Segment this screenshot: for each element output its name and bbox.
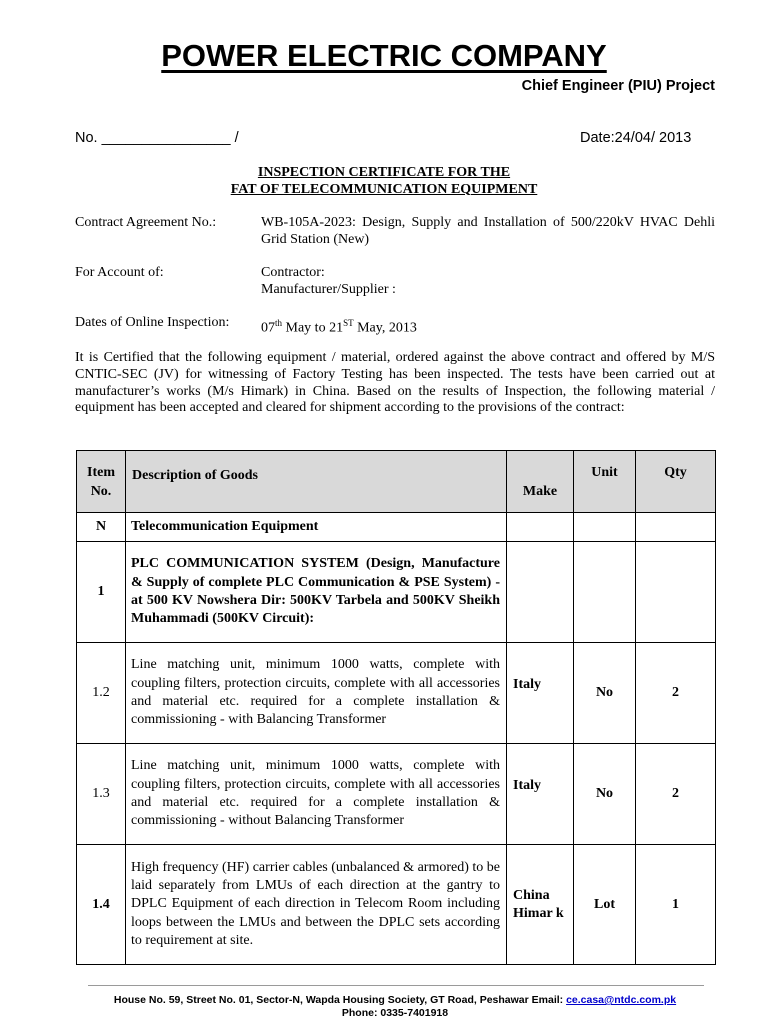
header-unit: Unit	[574, 451, 636, 513]
contract-value: WB-105A-2023: Design, Supply and Installation of 500/220kV HVAC Dehli Grid Station (New)	[261, 215, 715, 247]
certificate-title	[0, 165, 768, 198]
table-row	[77, 513, 716, 542]
contract-label: Contract Agreement No.:	[75, 215, 217, 230]
footer-address: House No. 59, Street No. 01, Sector-N, Wapda Housing Society, GT Road, Peshawar Email:	[113, 994, 567, 1006]
account-value	[261, 265, 715, 298]
row-qty: 1	[636, 845, 716, 965]
table-header-row	[77, 451, 716, 513]
dates-end-suffix: ST	[343, 318, 354, 328]
table-row	[77, 643, 716, 744]
certificate-title-line1: INSPECTION CERTIFICATE FOR THE	[257, 165, 511, 180]
footer	[0, 994, 768, 1020]
row-description: Line matching unit, minimum 1000 watts, complete with coupling filters, protection circuits, complete with all accessories and material etc. required for a complete installation & commissioning - without Balancing Transformer	[126, 744, 507, 845]
inspection-dates-label: Dates of Online Inspection:	[75, 315, 230, 330]
table-row	[77, 542, 716, 643]
certificate-title-line2: FAT OF TELECOMMUNICATION EQUIPMENT	[230, 181, 538, 197]
department-subtitle: Chief Engineer (PIU) Project	[521, 78, 715, 94]
row-qty: 2	[636, 643, 716, 744]
header-description: Description of Goods	[126, 451, 507, 513]
row-item-no: 1.2	[77, 643, 126, 744]
row-make: China Himar k	[507, 845, 574, 965]
row-unit	[574, 513, 636, 542]
row-description: Line matching unit, minimum 1000 watts, complete with coupling filters, protection circuits, complete with all accessories and material etc. required for a complete installation & commissioning - with Balancing Transformer	[126, 643, 507, 744]
row-make	[507, 542, 574, 643]
row-unit	[574, 542, 636, 643]
account-manufacturer: Manufacturer/Supplier :	[261, 281, 396, 297]
row-description: High frequency (HF) carrier cables (unbalanced & armored) to be laid separately from LMUs of each direction at the gantry to DPLC Equipment of each direction in Telecom Room including loops between the LMUs and between the DPLC sets according to requirement at site.	[126, 845, 507, 965]
row-make	[507, 513, 574, 542]
certification-paragraph: It is Certified that the following equipment / material, ordered against the above contract and offered by M/S CNTIC-SEC (JV) for witnessing of Factory Testing has been inspected. The tests have been carried out at manufacturer’s works (M/s Himark) in China. Based on the results of Inspection, the following material / equipment has been accepted and cleared for shipment according to the provisions of the contract:	[75, 350, 715, 416]
row-qty	[636, 513, 716, 542]
row-qty	[636, 542, 716, 643]
account-contractor: Contractor:	[261, 265, 325, 280]
footer-phone: Phone: 0335-7401918	[341, 1007, 449, 1019]
row-qty: 2	[636, 744, 716, 845]
dates-end: May, 2013	[353, 320, 417, 336]
row-item-no: 1.4	[77, 845, 126, 965]
header-make: Make	[507, 451, 574, 513]
company-name: POWER ELECTRIC COMPANY	[161, 38, 607, 73]
account-label: For Account of:	[75, 265, 164, 280]
dates-start-day: 07	[261, 320, 275, 336]
inspection-dates-value	[261, 315, 715, 337]
row-unit: No	[574, 744, 636, 845]
dates-start-suffix: th	[275, 318, 283, 328]
row-item-no: 1	[77, 542, 126, 643]
row-description: PLC COMMUNICATION SYSTEM (Design, Manufacture & Supply of complete PLC Communication & PSE System) - at 500 KV Nowshera Dir: 500KV Tarbela and 500KV Sheikh Muhammadi (500KV Circuit):	[126, 542, 507, 643]
row-item-no: 1.3	[77, 744, 126, 845]
footer-divider	[88, 985, 704, 986]
table-row	[77, 845, 716, 965]
row-make: Italy	[507, 744, 574, 845]
goods-table	[76, 450, 716, 965]
document-date: Date:24/04/ 2013	[580, 130, 692, 146]
row-description: Telecommunication Equipment	[126, 513, 507, 542]
header-qty: Qty	[636, 451, 716, 513]
footer-email-link[interactable]: ce.casa@ntdc.com.pk	[566, 994, 677, 1006]
dates-middle: May to 21	[282, 320, 344, 336]
row-item-no: N	[77, 513, 126, 542]
header-item-no: Item No.	[77, 451, 126, 513]
reference-number: No. ________________ /	[75, 130, 239, 146]
row-make: Italy	[507, 643, 574, 744]
table-row	[77, 744, 716, 845]
row-unit: Lot	[574, 845, 636, 965]
row-unit: No	[574, 643, 636, 744]
footer-address-line	[0, 994, 768, 1007]
